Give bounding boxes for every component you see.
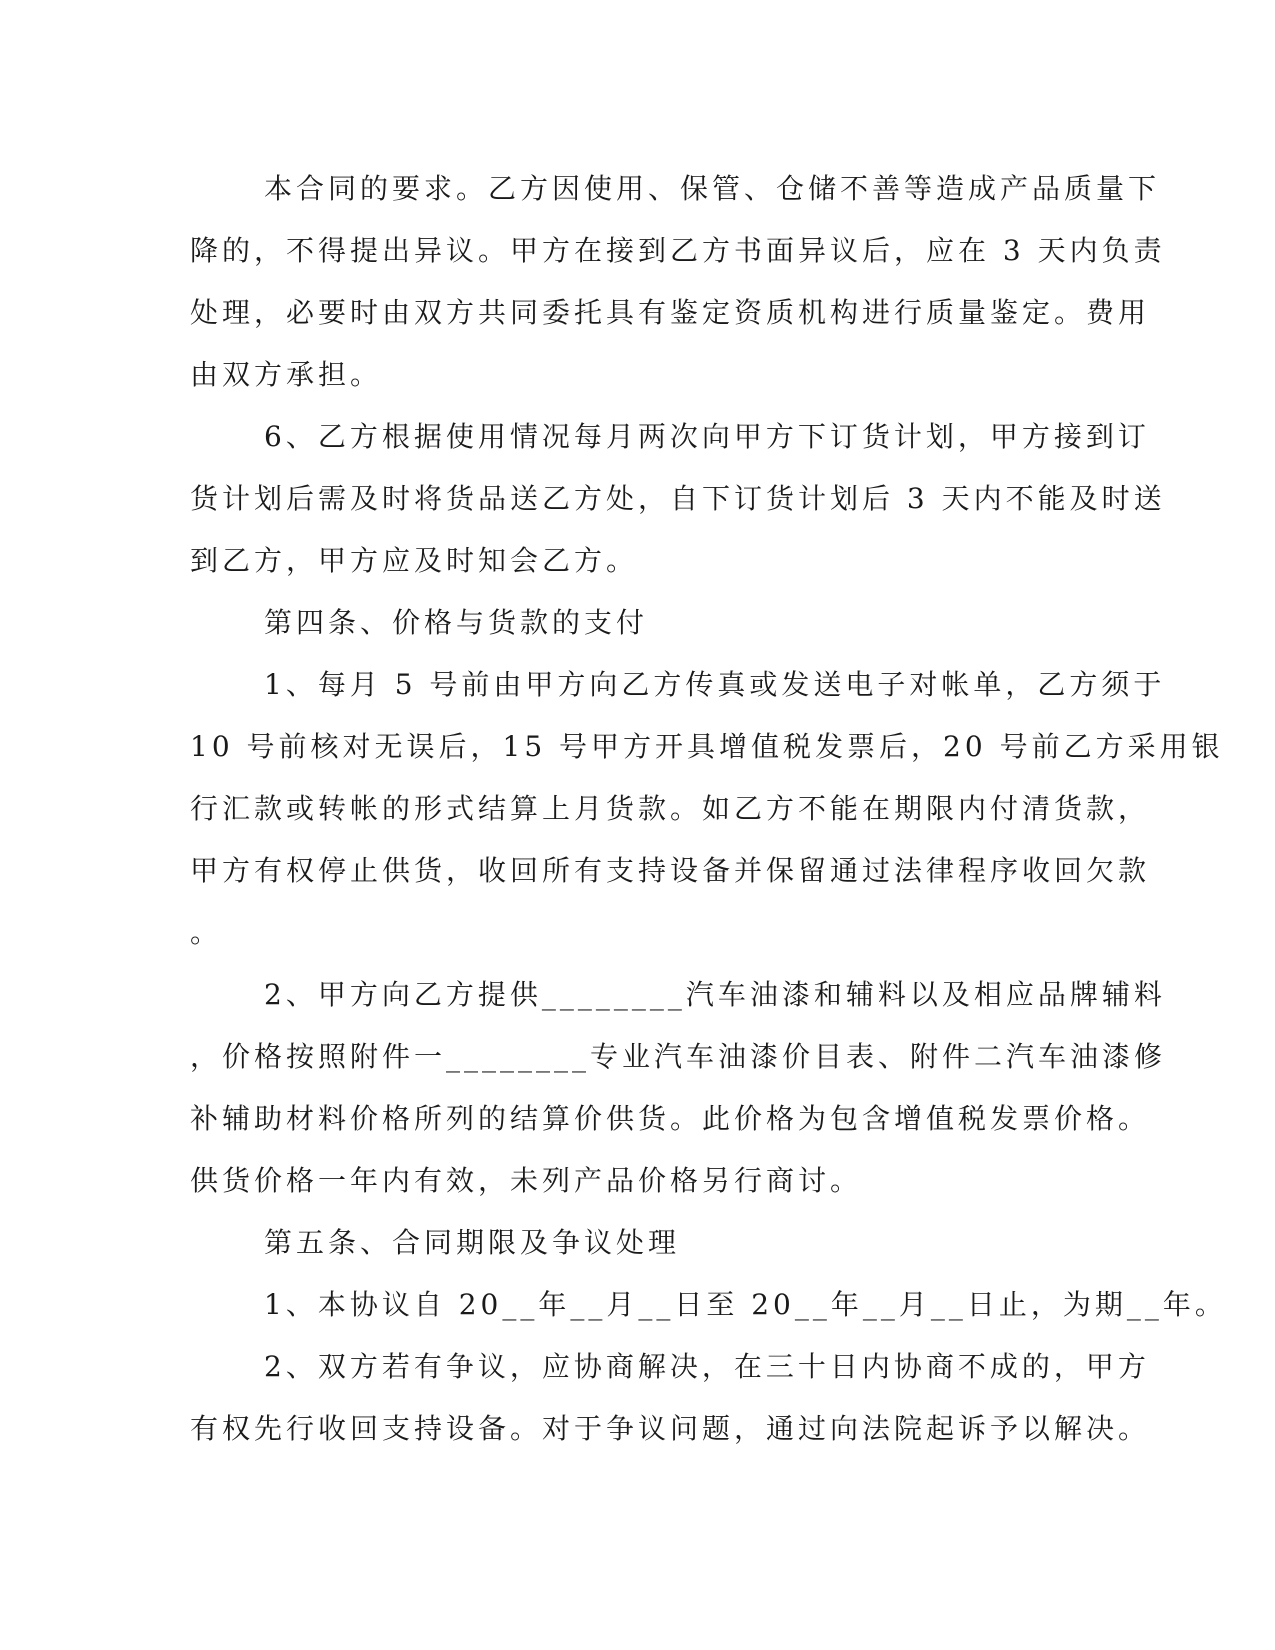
text-line: 1、每月 5 号前由甲方向乙方传真或发送电子对帐单，乙方须于 [264,668,1166,701]
text-line: 1、本协议自 20__年__月__日至 20__年__月__日止，为期__年。 [264,1288,1227,1321]
text-line: 本合同的要求。乙方因使用、保管、仓储不善等造成产品质量下 [264,172,1161,205]
heading-line: 第四条、价格与货款的支付 [264,606,649,639]
text-line: 处理，必要时由双方共同委托具有鉴定资质机构进行质量鉴定。费用 [190,296,1151,329]
section-heading-article-5 [190,1212,1090,1274]
text-line: 甲方有权停止供货，收回所有支持设备并保留通过法律程序收回欠款 [190,854,1151,887]
text-line: 由双方承担。 [190,358,383,391]
text-line: 6、乙方根据使用情况每月两次向甲方下订货计划，甲方接到订 [264,420,1150,453]
paragraph-pricing [190,964,1167,1212]
text-line: 补辅助材料价格所列的结算价供货。此价格为包含增值税发票价格。 [190,1102,1151,1135]
text-line: 2、双方若有争议，应协商解决，在三十日内协商不成的，甲方 [264,1350,1150,1383]
heading-line: 第五条、合同期限及争议处理 [264,1226,681,1259]
text-line: 2、甲方向乙方提供________汽车油漆和辅料以及相应品牌辅料 [264,978,1166,1011]
text-line: 货计划后需及时将货品送乙方处，自下订货计划后 3 天内不能及时送 [190,482,1166,515]
paragraph-dispute-resolution [190,1336,1151,1460]
paragraph-contract-term [190,1274,1227,1336]
document-body [190,158,1227,1460]
text-line: ，价格按照附件一________专业汽车油漆价目表、附件二汽车油漆修 [190,1040,1167,1073]
text-line: 。 [190,916,223,949]
text-line: 供货价格一年内有效，未列产品价格另行商讨。 [190,1164,863,1197]
paragraph-payment-schedule [190,654,1224,964]
text-line: 降的，不得提出异议。甲方在接到乙方书面异议后，应在 3 天内负责 [190,234,1166,267]
text-line: 10 号前核对无误后，15 号甲方开具增值税发票后，20 号前乙方采用银 [190,730,1224,763]
section-heading-article-4 [190,592,1090,654]
text-line: 到乙方，甲方应及时知会乙方。 [190,544,639,577]
text-line: 有权先行收回支持设备。对于争议问题，通过向法院起诉予以解决。 [190,1412,1151,1445]
paragraph-quality-objection [190,158,1166,406]
paragraph-order-plan [190,406,1166,592]
text-line: 行汇款或转帐的形式结算上月货款。如乙方不能在期限内付清货款， [190,792,1151,825]
